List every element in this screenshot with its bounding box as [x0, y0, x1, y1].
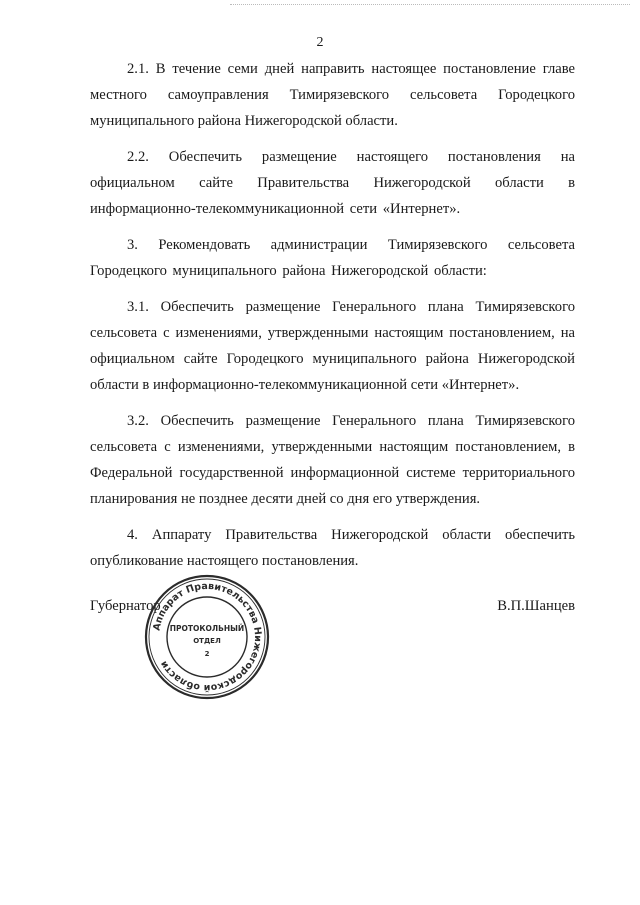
stamp-center-number: 2 [204, 650, 210, 658]
paragraph-3-2: 3.2. Обеспечить размещение Генерального плана Тимирязевского сельсовета с изменениями, утвержденными настоящим постановлением, в Федеральной государственной информационной системе территориального планирования не позднее десяти дней со дня его утверждения. [90, 413, 575, 507]
signatory-title: Губернатор [90, 598, 161, 614]
paragraph-3: 3. Рекомендовать администрации Тимирязевского сельсовета Городецкого муниципального района Нижегородской области: [90, 237, 575, 279]
paragraph-2-2: 2.2. Обеспечить размещение настоящего постановления на официальном сайте Правительства Нижегородской области в информационно-телекоммуникационной сети «Интернет». [90, 149, 575, 217]
paragraph-3-1: 3.1. Обеспечить размещение Генерального плана Тимирязевского сельсовета с изменениями, утвержденными настоящим постановлением, на официальном сайте Городецкого муниципального района Нижегородской области в информационно-телекоммуникационной сети «Интернет». [90, 299, 575, 393]
page-number: 2 [316, 35, 324, 50]
stamp-center-line2: ОТДЕЛ [193, 637, 221, 645]
document-body [90, 56, 575, 584]
stamp-ring-text: Аппарат Правительства Нижегородской области [151, 580, 264, 694]
stamp-center-line1: ПРОТОКОЛЬНЫЙ [169, 624, 245, 633]
signatory-name: В.П.Шанцев [497, 598, 575, 614]
official-stamp [143, 573, 271, 701]
paragraph-4: 4. Аппарату Правительства Нижегородской области обеспечить опубликование настоящего постановления. [90, 527, 575, 569]
paragraph-2-1: 2.1. В течение семи дней направить настоящее постановление главе местного самоуправления Тимирязевского сельсовета Городецкого муниципального района Нижегородской области. [90, 61, 575, 129]
scan-edge-line [230, 4, 630, 6]
stamp-graphic [143, 573, 271, 701]
